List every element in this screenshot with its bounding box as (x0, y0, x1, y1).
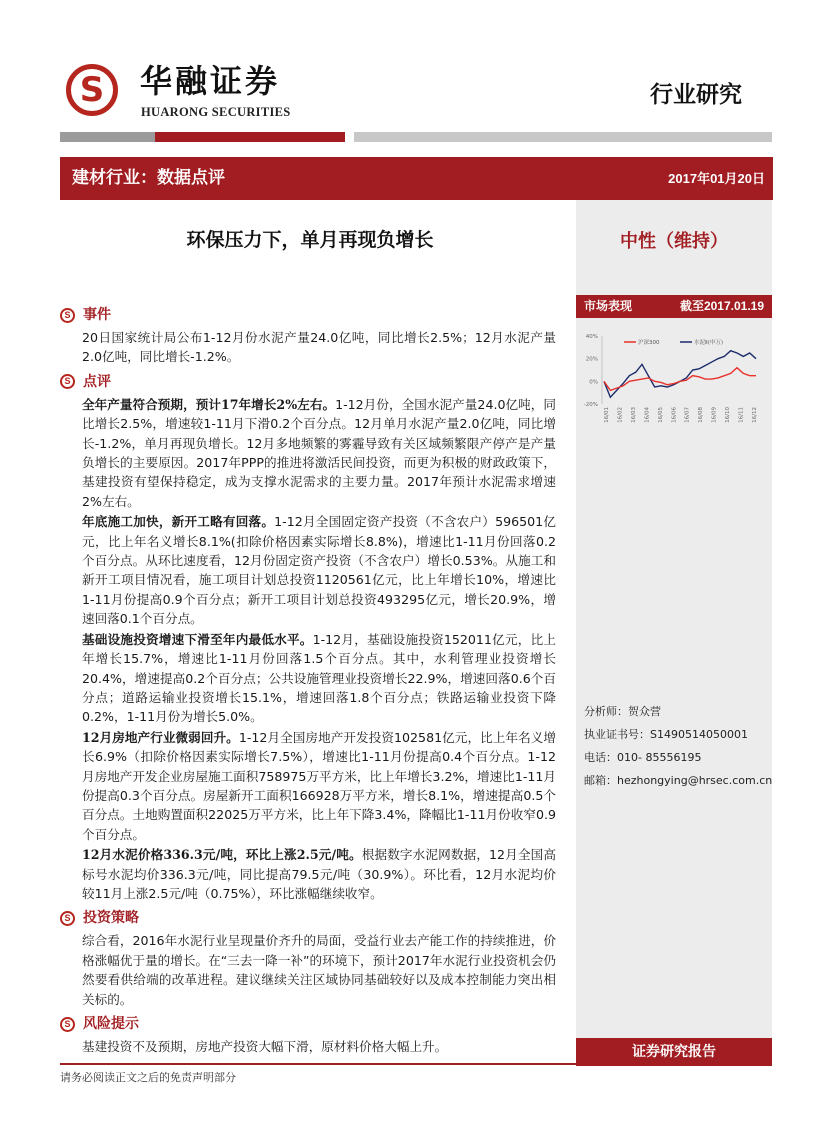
y-tick-label: -20% (583, 402, 598, 408)
paragraph-text: 基建投资不及预期，房地产投资大幅下滑，原材料价格大幅上升。 (82, 1039, 448, 1054)
section-bullet-icon: S (60, 374, 75, 389)
cert-number: S1490514050001 (650, 728, 748, 741)
paragraph (82, 630, 556, 727)
paragraph (82, 1037, 556, 1056)
x-tick-label: 16/11 (738, 407, 745, 423)
label: 邮箱： (584, 774, 617, 787)
x-tick-label: 16/08 (698, 407, 705, 423)
y-tick-label: 20% (585, 356, 598, 363)
company-name-cn: 华融证券 (140, 62, 281, 100)
section-bullet-icon: S (60, 308, 75, 323)
section-bullet-icon: S (60, 911, 75, 926)
section-title: 事件 (83, 307, 111, 323)
x-tick-label: 16/12 (752, 407, 758, 423)
market-performance-header (576, 295, 772, 318)
header-divider (354, 132, 772, 142)
x-tick-label: 16/06 (671, 407, 678, 423)
paragraph (82, 728, 556, 844)
header-divider (60, 132, 155, 142)
analyst-info (584, 700, 772, 792)
paragraph-text: 1-12月全国房地产开发投资102581亿元，比上年名义增长6.9%（扣除价格因素实际增长7.5%），增速比1-11月份提高0.4个百分点。1-12月房地产开发企业房屋施工面积758975万平方米，比上年增长3.2%，增速比1-11月份提高0.3个百分点。房屋新开工面积166928万平方米，增长8.1%，增速提高0.5个百分点。土地购置面积22025万平方米，比上年下降3.4%，降幅比1-11月份收窄0.9个百分点。 (82, 729, 556, 842)
section-title: 点评 (83, 373, 111, 390)
as-of-date: 截至2017.01.19 (679, 299, 764, 313)
market-chart (580, 326, 772, 426)
rating: 中性（维持） (620, 231, 728, 252)
x-tick-label: 16/05 (657, 407, 664, 423)
x-tick-label: 16/07 (684, 407, 691, 423)
report-date: 2017年01月20日 (668, 171, 765, 186)
main-content (60, 300, 556, 1057)
paragraph-text: 20日国家统计局公布1-12月份水泥产量24.0亿吨，同比增长2.5%；12月水泥产量2.0亿吨，同比增长-1.2%。 (82, 330, 556, 365)
section-heading (60, 304, 556, 326)
paragraph-lead: 全年产量符合预期，预计17年增长2%左右。 (82, 396, 336, 412)
paragraph (82, 328, 556, 367)
label: 执业证书号： (584, 728, 650, 741)
section-heading (60, 1013, 556, 1035)
y-tick-label: 0% (589, 379, 598, 386)
section-title: 风险提示 (83, 1016, 139, 1032)
market-label: 市场表现 (584, 299, 633, 313)
company-logo-mark (66, 64, 118, 116)
footer-label: 证券研究报告 (576, 1038, 772, 1066)
email[interactable]: hezhongying@hrsec.com.cn (617, 774, 773, 787)
label: 分析师： (584, 705, 628, 718)
y-tick-label: 40% (585, 334, 598, 340)
report-title: 环保压力下，单月再现负增长 (186, 229, 434, 251)
paragraph-text: 根据数字水泥网数据，12月全国高标号水泥均价336.3元/吨，同比提高79.5元/吨（30.9%）。环比看，12月水泥均价较11月上涨2.5元/吨（0.75%），环比涨幅继续收窄。 (82, 847, 556, 901)
paragraph (82, 512, 556, 628)
paragraph (82, 931, 556, 1009)
x-tick-label: 16/10 (725, 407, 732, 423)
legend-label: 沪深300 (638, 340, 660, 346)
phone: 010- 85556195 (617, 751, 702, 764)
paragraph-text: 综合看，2016年水泥行业呈现量价齐升的局面，受益行业去产能工作的持续推进，价格涨幅优于量的增长。在“三去一降一补”的环境下，预计2017年水泥行业投资机会仍然要看供给端的改革进程。建议继续关注区域协同基础较好以及成本控制能力突出相关标的。 (82, 933, 556, 1007)
footer-divider (60, 1063, 576, 1065)
paragraph-lead: 12月房地产行业微弱回升。 (82, 729, 239, 745)
paragraph-text: 1-12月份，全国水泥产量24.0亿吨，同比增长2.5%，增速较1-11月下滑0.2个百分点。12月单月水泥产量2.0亿吨，同比增长-1.2%，单月再现负增长。12月多地频繁的雾霾导致有关区域频繁限产停产是产量负增长的主要原因。2017年PPP的推进将激活民间投资，而更为积极的财政政策下，基建投资有望保持稳定，成为支撑水泥需求的主要力量。2017年预计水泥需求增速2%左右。 (82, 396, 557, 509)
x-tick-label: 16/03 (630, 407, 637, 423)
paragraph-lead: 12月水泥价格336.3元/吨，环比上涨2.5元/吨。 (82, 847, 362, 863)
x-tick-label: 16/04 (644, 407, 651, 423)
company-name-en: HUARONG SECURITIES (141, 105, 291, 119)
paragraph-lead: 年底施工加快，新开工略有回落。 (82, 514, 275, 530)
disclaimer: 请务必阅读正文之后的免责声明部分 (60, 1071, 236, 1084)
legend-label: 水泥Ⅱ(申万) (694, 340, 723, 346)
paragraph-lead: 基础设施投资增速下滑至年内最低水平。 (82, 631, 313, 647)
x-tick-label: 16/09 (711, 407, 718, 423)
x-tick-label: 16/02 (617, 407, 624, 423)
paragraph-text: 1-12月全国固定资产投资（不含农户）596501亿元，比上年名义增长8.1%(扣除价格因素实际增长8.8%)，增速比1-11月份回落0.2个百分点。从环比速度看，12月份固定资产投资（不含农户）增长0.53%。从施工和新开工项目情况看，施工项目计划总投资1120561亿元，比上年增长10%，增速比1-11月份提高0.9个百分点；新开工项目计划总投资493295亿元，增长20.9%，增速回落0.1个百分点。 (82, 514, 556, 627)
paragraph (82, 845, 556, 903)
analyst-name: 贺众营 (628, 705, 661, 718)
section-title: 投资策略 (83, 910, 139, 927)
logo-letter: S (79, 70, 105, 110)
document-type: 行业研究 (650, 81, 742, 108)
x-tick-label: 16/01 (604, 407, 610, 423)
header-divider (155, 132, 345, 142)
paragraph (82, 395, 556, 511)
section-heading (60, 371, 556, 393)
section-bullet-icon: S (60, 1017, 75, 1032)
section-heading (60, 907, 556, 929)
label: 电话： (584, 751, 617, 764)
industry-title: 建材行业：数据点评 (72, 168, 225, 188)
series-line (604, 351, 756, 397)
paragraph-text: 1-12月，基础设施投资152011亿元，比上年增长15.7%，增速比1-11月份回落1.5个百分点。其中，水利管理业投资增长20.4%，增速提高0.2个百分点；公共设施管理业投资增长22.9%，增速回落0.6个百分点；道路运输业投资增长15.1%，增速回落1.8个百分点；铁路运输业投资下降0.2%，1-11月份为增长5.0%。 (82, 631, 556, 725)
